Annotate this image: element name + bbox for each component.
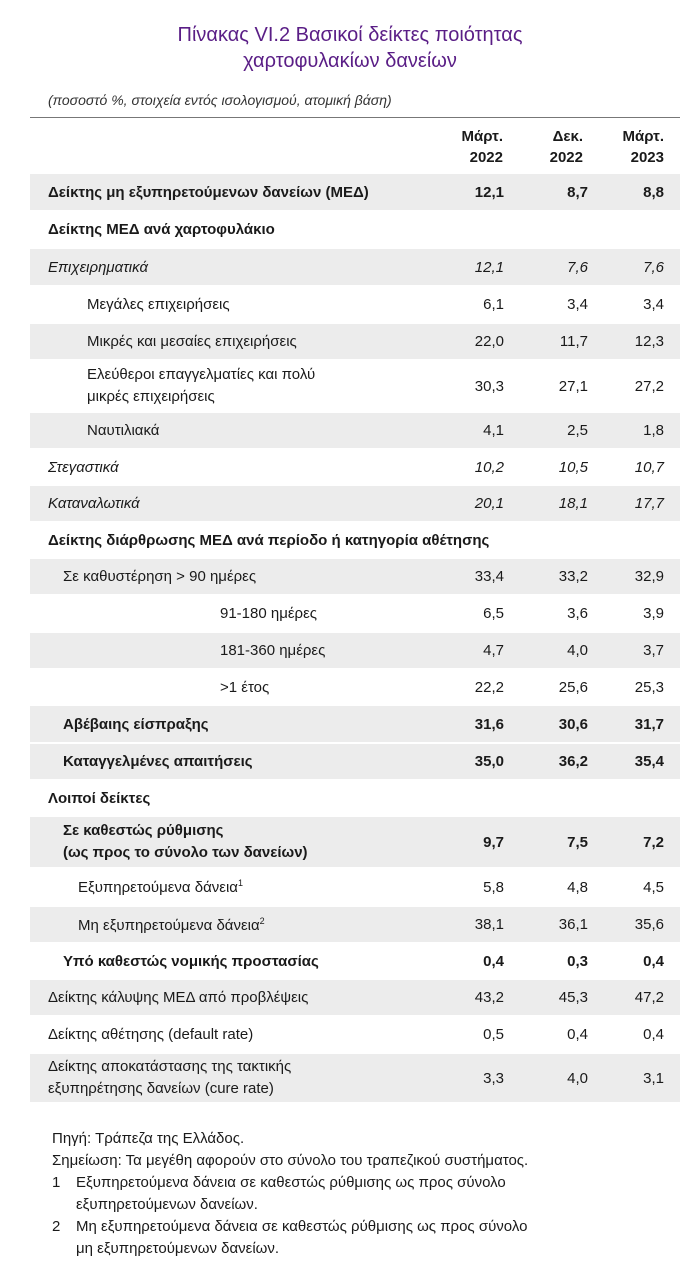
table-row: Σε καθεστώς ρύθμισης (ως προς το σύνολο των δανείων) 9,7 7,5 7,2 xyxy=(30,817,680,869)
table-row: Δείκτης κάλυψης ΜΕΔ από προβλέψεις 43,2 45,3 47,2 xyxy=(30,980,680,1017)
footnote-marker: 1 xyxy=(237,878,243,888)
row-label: Μη εξυπηρετούμενα δάνεια$^2$ xyxy=(30,907,379,944)
footnote-1: 1 Εξυπηρετούμενα δάνεια σε καθεστώς ρύθμισης ως προς σύνολο εξυπηρετούμενων δανείων. xyxy=(52,1172,672,1216)
table-row: Ναυτιλιακά 4,1 2,5 1,8 xyxy=(30,413,680,450)
row-label: Καταναλωτικά xyxy=(30,486,379,523)
table-row: Ελεύθεροι επαγγελματίες και πολύ μικρές επιχειρήσεις 30,3 27,1 27,2 xyxy=(30,361,680,413)
table-row: Εξυπηρετούμενα δάνεια$^1$ 5,8 4,8 4,5 xyxy=(30,869,680,907)
table-row: Καταγγελμένες απαιτήσεις 35,0 36,2 35,4 xyxy=(30,744,680,781)
table-row xyxy=(30,212,680,249)
table-row: Δείκτης αποκατάστασης της τακτικής εξυπηρέτησης δανείων (cure rate) 3,3 4,0 3,1 xyxy=(30,1054,680,1104)
row-label: Δείκτης μη εξυπηρετούμενων δανείων (ΜΕΔ) xyxy=(30,174,379,212)
row-label: Αβέβαιης είσπραξης xyxy=(30,706,379,744)
row-label: Σε καθυστέρηση > 90 ημέρες xyxy=(30,559,379,596)
table-row: Στεγαστικά 10,2 10,5 10,7 xyxy=(30,450,680,486)
data-table xyxy=(30,174,680,1104)
table-subtitle: (ποσοστό %, στοιχεία εντός ισολογισμού, ατομική βάση) xyxy=(48,92,392,108)
row-label: Δείκτης αθέτησης (default rate) xyxy=(30,1017,379,1054)
row-label: >1 έτος xyxy=(30,670,379,706)
table-row: 91-180 ημέρες 6,5 3,6 3,9 xyxy=(30,596,680,633)
remark-note: Σημείωση: Τα μεγέθη αφορούν στο σύνολο του τραπεζικού συστήματος. xyxy=(52,1152,529,1169)
row-label: Δείκτης διάρθρωσης ΜΕΔ ανά περίοδο ή κατηγορία αθέτησης xyxy=(30,523,680,559)
table-row: 181-360 ημέρες 4,7 4,0 3,7 xyxy=(30,633,680,670)
column-header-3: Μάρτ. 2023 xyxy=(622,128,664,166)
title-line-2: χαρτοφυλακίων δανείων xyxy=(243,50,457,72)
table-row: >1 έτος 22,2 25,6 25,3 xyxy=(30,670,680,706)
row-label: Στεγαστικά xyxy=(30,450,379,486)
row-label: Λοιποί δείκτες xyxy=(30,781,379,817)
row-label: 181-360 ημέρες xyxy=(30,633,379,670)
table-row: Υπό καθεστώς νομικής προστασίας 0,4 0,3 0,4 xyxy=(30,944,680,980)
footnote-marker: 2 xyxy=(259,915,265,926)
row-label: Εξυπηρετούμενα δάνεια$^1$ xyxy=(30,869,379,907)
table-row: Καταναλωτικά 20,1 18,1 17,7 xyxy=(30,486,680,523)
table-row: Μη εξυπηρετούμενα δάνεια$^2$ 38,1 36,1 35,6 xyxy=(30,907,680,944)
column-header-2: Δεκ. 2022 xyxy=(549,128,583,166)
title-line-1: Πίνακας VI.2 Βασικοί δείκτες ποιότητας xyxy=(177,24,523,46)
table-notes xyxy=(52,1128,672,1260)
row-label: Δείκτης αποκατάστασης της τακτικής εξυπηρέτησης δανείων (cure rate) xyxy=(30,1054,379,1104)
table-row: Επιχειρηματικά 12,1 7,6 7,6 xyxy=(30,249,680,287)
top-rule xyxy=(30,117,680,118)
row-label: Δείκτης κάλυψης ΜΕΔ από προβλέψεις xyxy=(30,980,379,1017)
table-row: Μεγάλες επιχειρήσεις 6,1 3,4 3,4 xyxy=(30,287,680,324)
row-label: Μεγάλες επιχειρήσεις xyxy=(30,287,379,324)
footnote-number: 1 xyxy=(52,1174,61,1191)
row-label: Καταγγελμένες απαιτήσεις xyxy=(30,744,379,781)
table-row: Σε καθυστέρηση > 90 ημέρες 33,4 33,2 32,9 xyxy=(30,559,680,596)
row-label: Σε καθεστώς ρύθμισης (ως προς το σύνολο των δανείων) xyxy=(30,817,379,869)
table-title xyxy=(0,22,700,74)
table-row: Μικρές και μεσαίες επιχειρήσεις 22,0 11,7 12,3 xyxy=(30,324,680,361)
row-label: Υπό καθεστώς νομικής προστασίας xyxy=(30,944,379,980)
row-label: Δείκτης ΜΕΔ ανά χαρτοφυλάκιο xyxy=(30,212,379,249)
table-row: Δείκτης μη εξυπηρετούμενων δανείων (ΜΕΔ) 12,1 8,7 8,8 xyxy=(30,174,680,212)
footnote-number: 2 xyxy=(52,1218,61,1235)
row-label: Ναυτιλιακά xyxy=(30,413,379,450)
source-note: Πηγή: Τράπεζα της Ελλάδος. xyxy=(52,1130,245,1147)
row-label: Ελεύθεροι επαγγελματίες και πολύ μικρές επιχειρήσεις xyxy=(30,361,379,413)
table-row: Αβέβαιης είσπραξης 31,6 30,6 31,7 xyxy=(30,706,680,744)
table-row: Δείκτης αθέτησης (default rate) 0,5 0,4 0,4 xyxy=(30,1017,680,1054)
column-header-1: Μάρτ. 2022 xyxy=(461,128,503,166)
table-row xyxy=(30,781,680,817)
row-label: Μικρές και μεσαίες επιχειρήσεις xyxy=(30,324,379,361)
table-row xyxy=(30,523,680,559)
footnote-2: 2 Μη εξυπηρετούμενα δάνεια σε καθεστώς ρύθμισης ως προς σύνολο μη εξυπηρετούμενων δανείων. xyxy=(52,1216,672,1260)
row-label: Επιχειρηματικά xyxy=(30,249,379,287)
row-label: 91-180 ημέρες xyxy=(30,596,379,633)
